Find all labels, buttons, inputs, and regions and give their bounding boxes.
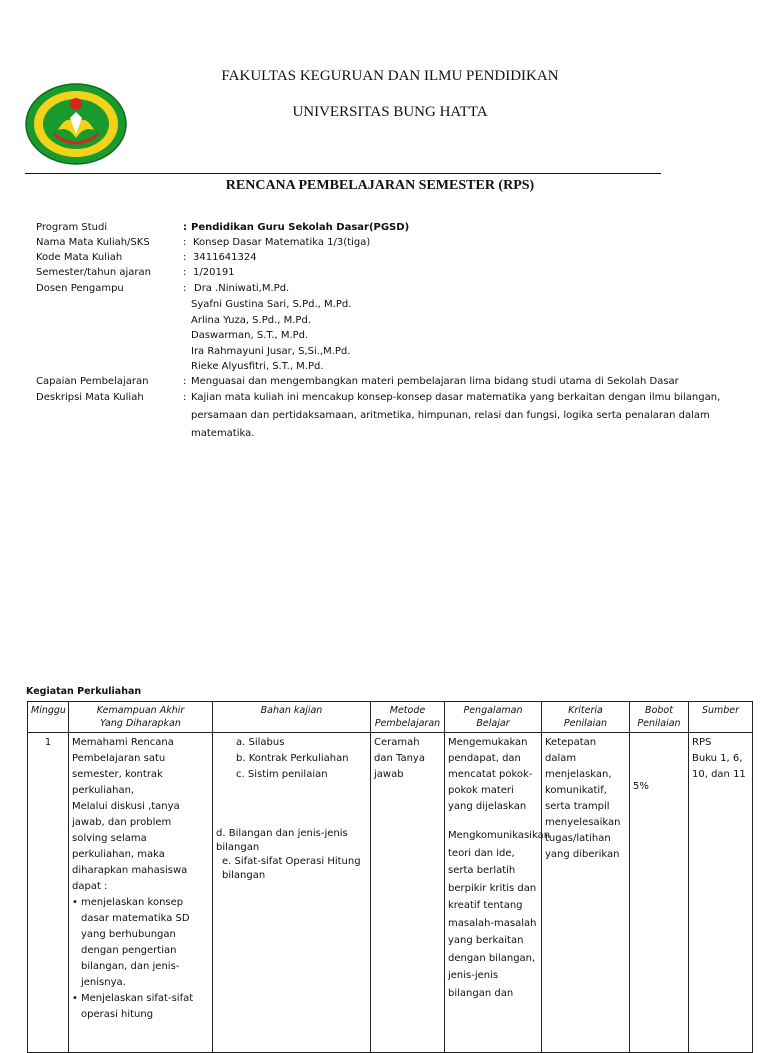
capaian-row [36,376,679,387]
info-label: Program Studi [36,222,108,233]
header-sumber: Sumber [689,702,753,733]
header-kemampuan: Kemampuan Akhir Yang Diharapkan [69,702,213,733]
cell-kemampuan [69,733,213,1053]
info-row [36,252,257,263]
header-pengalaman: Pengalaman Belajar [445,702,542,733]
bahan-item: a. Silabus [236,737,285,748]
header-kriteria: Kriteria Penilaian [542,702,630,733]
capaian-label: Capaian Pembelajaran [36,376,149,387]
info-colon: : [183,237,187,248]
info-value: 3411641324 [193,252,257,263]
deskripsi-line: matematika. [191,428,255,439]
dosen-name: Rieke Alyusfitri, S.T., M.Pd. [191,361,324,372]
deskripsi-line: Kajian mata kuliah ini mencakup konsep-konsep dasar matematika yang berkaitan dengan ilmu bilangan, [191,392,721,403]
cell-sumber: RPS Buku 1, 6, 10, dan 11 [689,733,753,1053]
info-row [36,267,235,278]
deskripsi-label: Deskripsi Mata Kuliah [36,392,144,403]
info-colon: : [183,283,187,294]
info-row [36,222,410,233]
cell-pengalaman [445,733,551,1053]
bahan-item: e. Sifat-sifat Operasi Hitung bilangan [222,856,361,881]
cell-kriteria: Ketepatan dalam menjelaskan, komunikatif, serta trampil menyelesaikan tugas/latihan yang diberikan [542,733,630,1053]
university-name: UNIVERSITAS BUNG HATTA [292,104,488,120]
info-value: Dra .Niniwati,M.Pd. [194,283,290,294]
header-divider [25,173,661,174]
faculty-name: FAKULTAS KEGURUAN DAN ILMU PENDIDIKAN [221,68,559,84]
pengalaman-item: Mengemukakan pendapat, dan mencatat pokok-pokok materi yang dijelaskan [448,737,533,812]
info-colon: : [183,267,187,278]
kegiatan-title: Kegiatan Perkuliahan [26,686,142,697]
dosen-name: Ira Rahmayuni Jusar, S,Si.,M.Pd. [191,346,351,357]
deskripsi-row [36,392,721,403]
header-bahan: Bahan kajian [213,702,371,733]
header-metode: Metode Pembelajaran [371,702,445,733]
info-label: Kode Mata Kuliah [36,252,123,263]
table-row [28,733,753,1053]
info-label: Nama Mata Kuliah/SKS [36,237,150,248]
info-colon: : [183,252,187,263]
deskripsi-line: persamaan dan pertidaksamaan, aritmetika, himpunan, relasi dan fungsi, logika serta penalaran dalam [191,410,710,421]
cell-bahan [213,733,371,1053]
kegiatan-table [27,701,753,1053]
header-bobot: Bobot Penilaian [630,702,689,733]
document-title: RENCANA PEMBELAJARAN SEMESTER (RPS) [225,178,535,193]
capaian-colon: : [183,376,187,387]
info-label: Dosen Pengampu [36,283,124,294]
info-value: Pendidikan Guru Sekolah Dasar(PGSD) [191,222,410,233]
header-minggu: Minggu [28,702,69,733]
info-colon: : [183,222,187,233]
info-row [36,283,290,294]
bahan-item: b. Kontrak Perkuliahan [236,753,349,764]
info-row [36,237,371,248]
cell-minggu: 1 [28,733,69,1053]
bahan-item: d. Bilangan dan jenis-jenis bilangan [216,828,348,853]
info-label: Semester/tahun ajaran [36,267,152,278]
dosen-name: Daswarman, S.T., M.Pd. [191,330,309,341]
university-logo [24,82,128,166]
capaian-text: Menguasai dan mengembangkan materi pembelajaran lima bidang studi utama di Sekolah Dasar [191,376,679,387]
kemampuan-bullet: • menjelaskan konsep dasar matematika SD yang berhubungan dengan pengertian bilangan, dan jenis-jenisnya. [72,895,209,991]
table-header-row [28,702,753,733]
kemampuan-bullet: • Menjelaskan sifat-sifat operasi hitung [72,991,209,1023]
deskripsi-colon: : [183,392,187,403]
dosen-name: Arlina Yuza, S.Pd., M.Pd. [191,315,311,326]
bahan-item: c. Sistim penilaian [236,769,328,780]
pengalaman-item: Mengkomunikasikan teori dan ide, serta berlatih berpikir kritis dan kreatif tentang masalah-masalah yang berkaitan dengan bilangan, jenis-jenis bilangan dan [448,830,551,999]
info-value: Konsep Dasar Matematika 1/3(tiga) [193,237,371,248]
cell-bobot: 5% [630,733,689,1053]
dosen-name: Syafni Gustina Sari, S.Pd., M.Pd. [191,299,352,310]
info-value: 1/20191 [193,267,235,278]
cell-metode: Ceramah dan Tanya jawab [371,733,445,1053]
kemampuan-intro: Memahami Rencana Pembelajaran satu semester, kontrak perkuliahan, Melalui diskusi ,tanya jawab, dan problem solving selama perkuliahan, maka diharapkan mahasiswa dapat : [72,737,188,892]
